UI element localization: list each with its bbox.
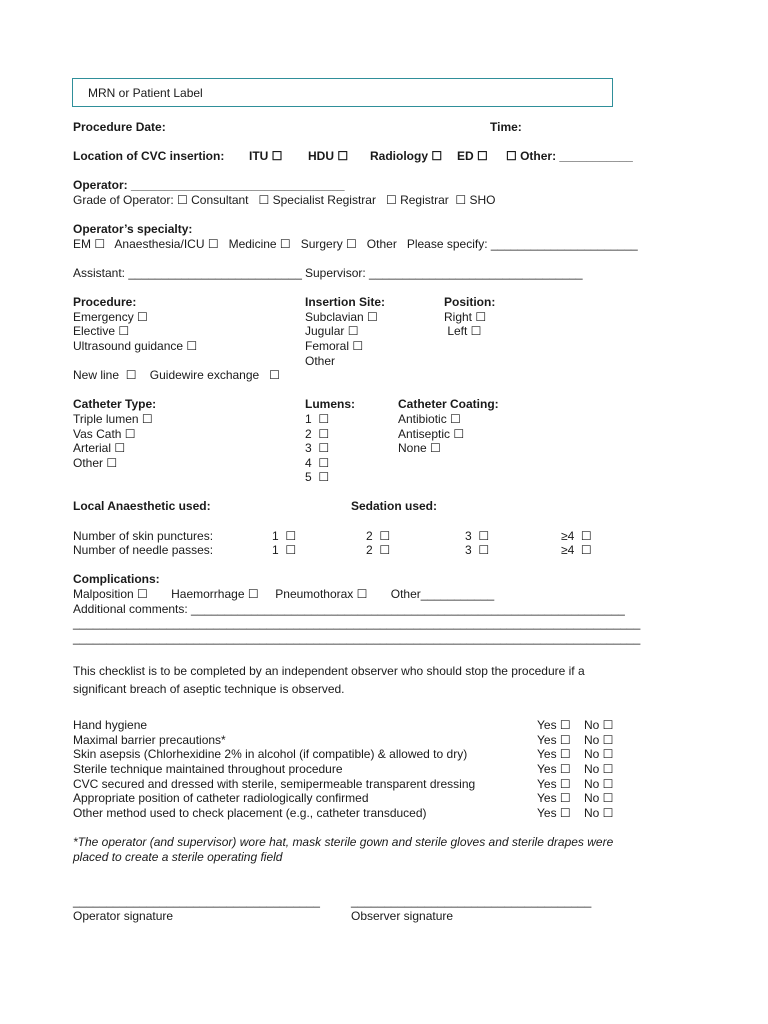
complications-options[interactable]: Malposition ☐ Haemorrhage ☐ Pneumothorax ☐ Other___________ — [73, 587, 495, 601]
site-jugular[interactable]: Jugular ☐ — [305, 324, 359, 338]
procedure-elective[interactable]: Elective ☐ — [73, 324, 130, 338]
needle-passes-label: Number of needle passes: — [73, 543, 214, 557]
location-ed[interactable]: ED ☐ — [457, 149, 488, 163]
lumens-label: Lumens: — [305, 397, 356, 411]
supervisor-field[interactable]: Supervisor: ________________________________ — [305, 266, 583, 280]
location-hdu[interactable]: HDU ☐ — [308, 149, 349, 163]
comment-line[interactable]: _____________________________________________________________________________________ — [73, 616, 641, 630]
checklist-item: Maximal barrier precautions* — [73, 733, 226, 747]
site-other: Other — [305, 354, 336, 368]
local-anaesthetic-label: Local Anaesthetic used: — [73, 499, 211, 513]
lumens-2[interactable]: 2 ☐ — [305, 427, 330, 441]
needle-passes-2[interactable]: 2 ☐ — [366, 543, 391, 557]
operator-signature-line[interactable]: _____________________________________ — [73, 894, 320, 908]
patient-label-box[interactable] — [72, 78, 613, 107]
observer-note: significant breach of aseptic technique is observed. — [73, 682, 345, 696]
checklist-yes[interactable]: Yes ☐ — [537, 733, 571, 747]
grade-of-operator[interactable]: Grade of Operator: ☐ Consultant ☐ Specialist Registrar ☐ Registrar ☐ SHO — [73, 193, 496, 207]
observer-signature-label: Observer signature — [351, 909, 454, 923]
position-left[interactable]: Left ☐ — [444, 324, 482, 338]
sedation-label: Sedation used: — [351, 499, 438, 513]
lumens-5[interactable]: 5 ☐ — [305, 470, 330, 484]
assistant-field[interactable]: Assistant: __________________________ — [73, 266, 302, 280]
catheter-triple-lumen[interactable]: Triple lumen ☐ — [73, 412, 153, 426]
observer-note: This checklist is to be completed by an independent observer who should stop the procedure if a — [73, 664, 585, 678]
checklist-item: Skin asepsis (Chlorhexidine 2% in alcohol (if compatible) & allowed to dry) — [73, 747, 468, 761]
checklist-no[interactable]: No ☐ — [584, 791, 614, 805]
checklist-item: CVC secured and dressed with sterile, semipermeable transparent dressing — [73, 777, 476, 791]
catheter-vas-cath[interactable]: Vas Cath ☐ — [73, 427, 136, 441]
location-label: Location of CVC insertion: — [73, 149, 225, 163]
location-radiology[interactable]: Radiology ☐ — [370, 149, 443, 163]
lumens-4[interactable]: 4 ☐ — [305, 456, 330, 470]
checklist-no[interactable]: No ☐ — [584, 733, 614, 747]
needle-passes-4plus[interactable]: ≥4 ☐ — [561, 543, 592, 557]
checklist-item: Sterile technique maintained throughout procedure — [73, 762, 343, 776]
checklist-item: Hand hygiene — [73, 718, 148, 732]
position-label: Position: — [444, 295, 496, 309]
footnote: placed to create a sterile operating field — [73, 850, 283, 864]
footnote: *The operator (and supervisor) wore hat, mask sterile gown and sterile gloves and sterile drapes were — [73, 835, 614, 849]
operator-signature-label: Operator signature — [73, 909, 174, 923]
checklist-no[interactable]: No ☐ — [584, 747, 614, 761]
site-femoral[interactable]: Femoral ☐ — [305, 339, 364, 353]
checklist-yes[interactable]: Yes ☐ — [537, 777, 571, 791]
specialty-options[interactable]: EM ☐ Anaesthesia/ICU ☐ Medicine ☐ Surgery ☐ Other Please specify: ______________________ — [73, 237, 638, 251]
procedure-emergency[interactable]: Emergency ☐ — [73, 310, 148, 324]
checklist-yes[interactable]: Yes ☐ — [537, 762, 571, 776]
location-other[interactable]: ☐ Other: ___________ — [506, 149, 633, 163]
catheter-other[interactable]: Other ☐ — [73, 456, 118, 470]
operator-field[interactable]: Operator: ________________________________ — [73, 178, 345, 192]
observer-signature-line[interactable]: ____________________________________ — [351, 894, 592, 908]
coating-none[interactable]: None ☐ — [398, 441, 441, 455]
checklist-yes[interactable]: Yes ☐ — [537, 718, 571, 732]
skin-punctures-label: Number of skin punctures: — [73, 529, 214, 543]
procedure-date-label: Procedure Date: — [73, 120, 166, 134]
lumens-3[interactable]: 3 ☐ — [305, 441, 330, 455]
skin-punctures-2[interactable]: 2 ☐ — [366, 529, 391, 543]
coating-antibiotic[interactable]: Antibiotic ☐ — [398, 412, 461, 426]
skin-punctures-4plus[interactable]: ≥4 ☐ — [561, 529, 592, 543]
catheter-arterial[interactable]: Arterial ☐ — [73, 441, 126, 455]
patient-label-text: MRN or Patient Label — [88, 86, 203, 100]
position-right[interactable]: Right ☐ — [444, 310, 487, 324]
checklist-no[interactable]: No ☐ — [584, 777, 614, 791]
checklist-no[interactable]: No ☐ — [584, 762, 614, 776]
procedure-ultrasound[interactable]: Ultrasound guidance ☐ — [73, 339, 198, 353]
catheter-type-label: Catheter Type: — [73, 397, 157, 411]
time-label: Time: — [490, 120, 522, 134]
checklist-yes[interactable]: Yes ☐ — [537, 791, 571, 805]
checklist-item: Appropriate position of catheter radiologically confirmed — [73, 791, 369, 805]
comment-line[interactable]: _____________________________________________________________________________________ — [73, 631, 641, 645]
coating-antiseptic[interactable]: Antiseptic ☐ — [398, 427, 465, 441]
coating-label: Catheter Coating: — [398, 397, 499, 411]
checklist-item: Other method used to check placement (e.g., catheter transduced) — [73, 806, 427, 820]
lumens-1[interactable]: 1 ☐ — [305, 412, 330, 426]
checklist-yes[interactable]: Yes ☐ — [537, 747, 571, 761]
needle-passes-1[interactable]: 1 ☐ — [272, 543, 297, 557]
insertion-site-label: Insertion Site: — [305, 295, 386, 309]
complications-label: Complications: — [73, 572, 160, 586]
skin-punctures-1[interactable]: 1 ☐ — [272, 529, 297, 543]
additional-comments[interactable]: Additional comments: _________________________________________________________________ — [73, 602, 625, 616]
location-itu[interactable]: ITU ☐ — [249, 149, 283, 163]
specialty-label: Operator’s specialty: — [73, 222, 193, 236]
checklist-no[interactable]: No ☐ — [584, 718, 614, 732]
checklist-yes[interactable]: Yes ☐ — [537, 806, 571, 820]
new-line-guidewire[interactable]: New line ☐ Guidewire exchange ☐ — [73, 368, 280, 382]
site-subclavian[interactable]: Subclavian ☐ — [305, 310, 378, 324]
checklist-no[interactable]: No ☐ — [584, 806, 614, 820]
needle-passes-3[interactable]: 3 ☐ — [465, 543, 490, 557]
procedure-label: Procedure: — [73, 295, 137, 309]
skin-punctures-3[interactable]: 3 ☐ — [465, 529, 490, 543]
